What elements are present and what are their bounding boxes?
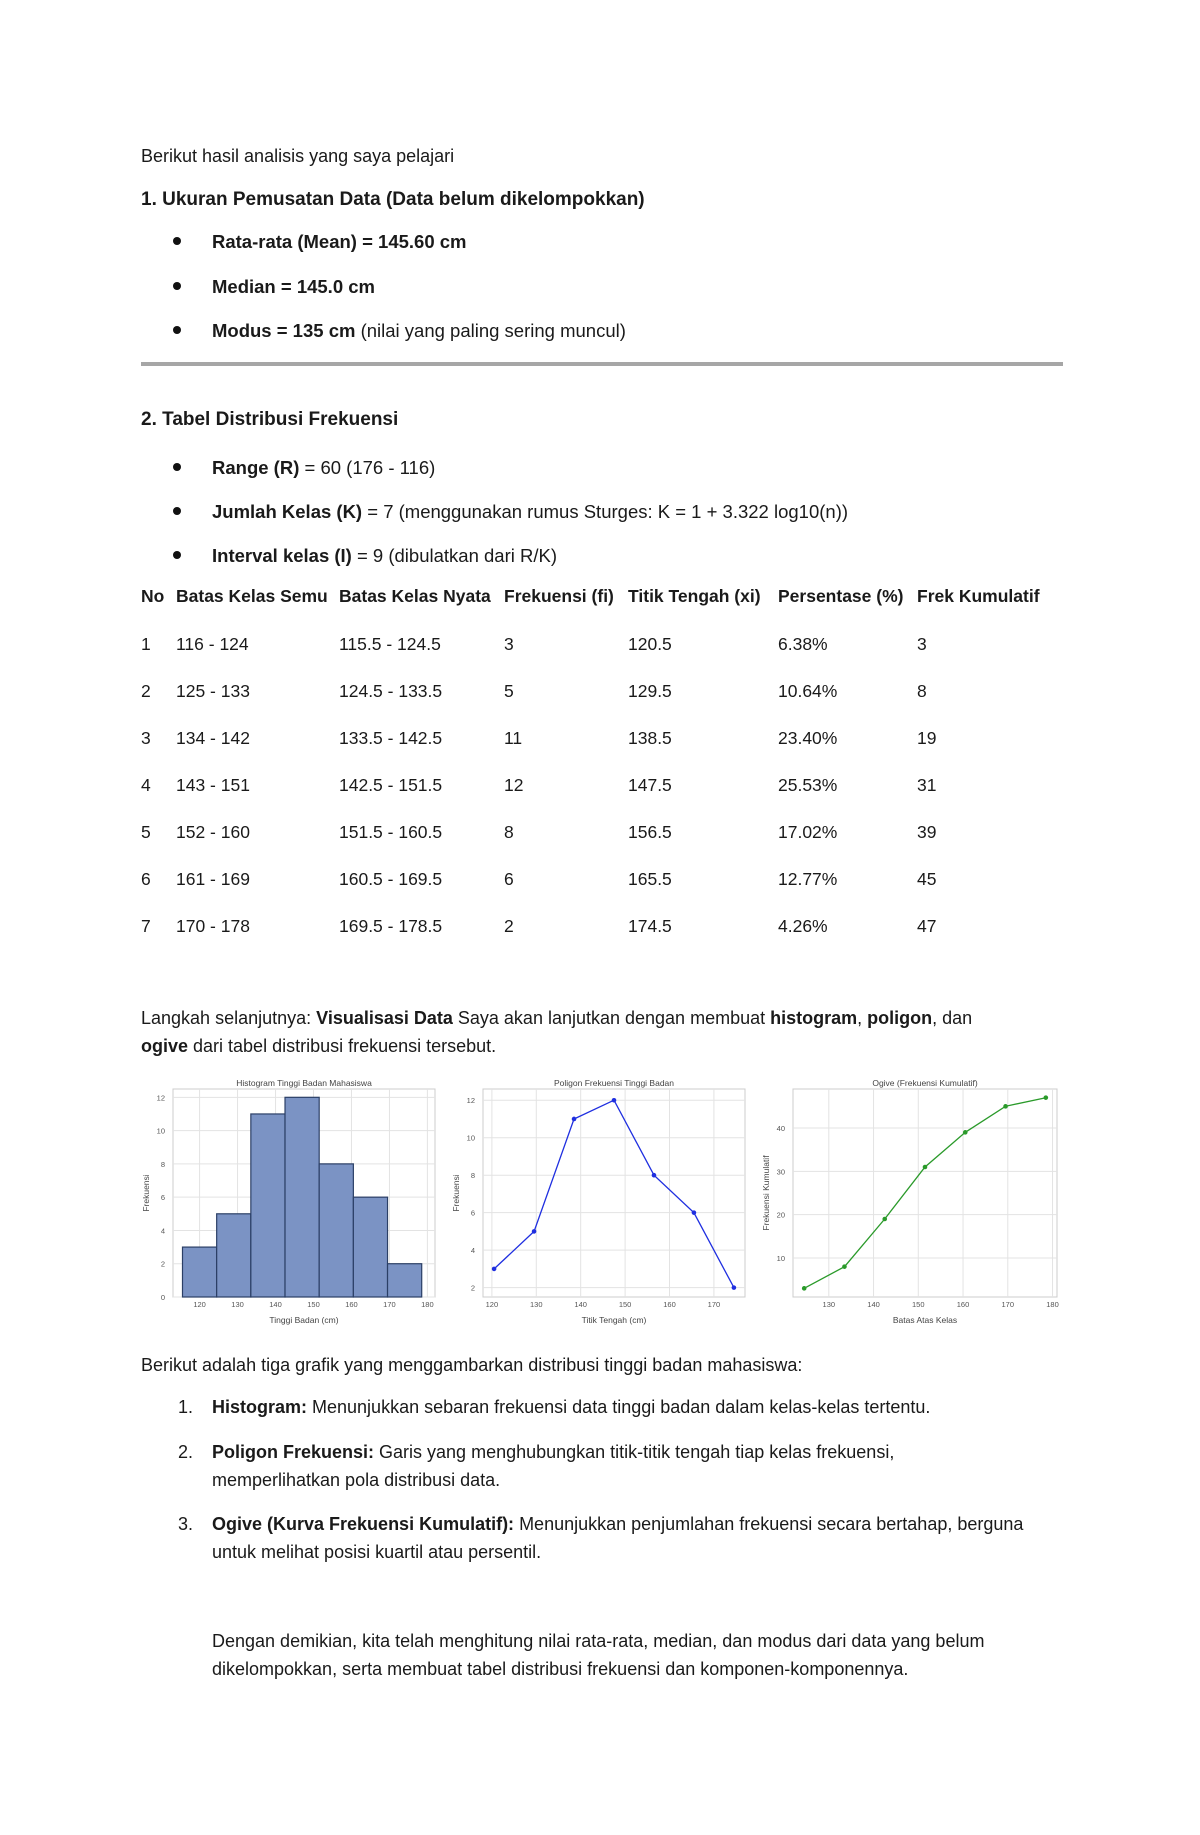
median-item <box>212 276 375 298</box>
x-tick-label: 180 <box>1046 1300 1059 1309</box>
cell: 12 <box>504 775 524 795</box>
data-point <box>1003 1104 1008 1109</box>
y-tick-label: 10 <box>156 1126 165 1136</box>
y-axis-label: Frekuensi Kumulatif <box>761 1155 771 1231</box>
y-tick-label: 6 <box>160 1193 165 1203</box>
mode-item <box>212 320 626 342</box>
y-axis-label: Frekuensi <box>451 1174 461 1212</box>
plot-frame <box>483 1089 745 1297</box>
header-persentase: Persentase (%) <box>778 586 904 606</box>
mode-rest: (nilai yang paling sering muncul) <box>355 320 626 341</box>
header-titik-tengah: Titik Tengah (xi) <box>628 586 761 606</box>
x-tick-label: 140 <box>574 1300 587 1309</box>
data-point <box>652 1173 657 1178</box>
horizontal-rule <box>141 362 1063 366</box>
cell: 3 <box>141 728 151 748</box>
next-step-bold-visualisasi: Visualisasi Data <box>316 1008 453 1028</box>
data-point <box>802 1286 807 1291</box>
x-tick-label: 140 <box>867 1300 880 1309</box>
cell: 25.53% <box>778 775 838 795</box>
cell: 170 - 178 <box>176 916 250 936</box>
cell: 165.5 <box>628 869 672 889</box>
cell: 47 <box>917 916 937 936</box>
chart-title: Histogram Tinggi Badan Mahasiswa <box>236 1078 372 1088</box>
data-point <box>842 1264 847 1269</box>
histogram-bar <box>182 1247 216 1297</box>
table-row <box>141 681 1055 728</box>
header-no: No <box>141 586 165 606</box>
y-tick-label: 12 <box>156 1093 165 1103</box>
next-step-comma: , <box>857 1008 868 1028</box>
y-tick-label: 8 <box>160 1159 165 1169</box>
cell: 7 <box>141 916 151 936</box>
y-tick-label: 8 <box>470 1171 475 1181</box>
cell: 2 <box>141 681 151 701</box>
cell: 160.5 - 169.5 <box>339 869 443 889</box>
histogram-bar <box>353 1197 387 1297</box>
cell: 17.02% <box>778 822 838 842</box>
x-tick-label: 160 <box>663 1300 676 1309</box>
data-point <box>612 1098 617 1103</box>
interval-rest: = 9 (dibulatkan dari R/K) <box>351 545 557 566</box>
x-tick-label: 170 <box>707 1300 721 1309</box>
cell: 151.5 - 160.5 <box>339 822 443 842</box>
next-step-dan: , dan <box>932 1008 973 1028</box>
cell: 39 <box>917 822 937 842</box>
cell: 1 <box>141 634 151 654</box>
cell: 6 <box>504 869 514 889</box>
item-number: 1. <box>178 1397 194 1417</box>
item-label: Poligon Frekuensi: <box>212 1442 375 1462</box>
table-row <box>141 822 1055 869</box>
histogram-chart <box>141 1078 435 1325</box>
cell: 134 - 142 <box>176 728 250 748</box>
x-axis-label: Titik Tengah (cm) <box>581 1315 647 1325</box>
range-label: Range (R) <box>212 457 300 478</box>
cell: 138.5 <box>628 728 672 748</box>
interval-label: Interval kelas (I) <box>212 545 352 566</box>
header-semu: Batas Kelas Semu <box>176 586 328 606</box>
y-tick-label: 4 <box>470 1246 475 1256</box>
y-tick-label: 2 <box>470 1283 475 1293</box>
range-rest: = 60 (176 - 116) <box>299 457 436 478</box>
y-tick-label: 40 <box>776 1124 785 1133</box>
cell: 116 - 124 <box>176 634 249 654</box>
cell: 174.5 <box>628 916 672 936</box>
x-tick-label: 140 <box>269 1300 282 1309</box>
cell: 115.5 - 124.5 <box>339 634 441 654</box>
bullet-icon <box>173 282 181 290</box>
histogram-bar <box>251 1114 285 1297</box>
table-header-row <box>141 586 1055 616</box>
next-step-mid: Saya akan lanjutkan dengan membuat <box>452 1008 771 1028</box>
mean-label: Rata-rata (Mean) = 145.60 cm <box>212 231 467 252</box>
histogram-bar <box>217 1214 251 1297</box>
charts-intro: Berikut adalah tiga grafik yang menggambarkan distribusi tinggi badan mahasiswa: <box>141 1355 803 1375</box>
intro-text: Berikut hasil analisis yang saya pelajari <box>141 146 455 166</box>
range-item <box>212 457 435 479</box>
next-step-bold-poligon: poligon <box>867 1008 933 1028</box>
chart-title: Poligon Frekuensi Tinggi Badan <box>553 1078 675 1088</box>
header-nyata: Batas Kelas Nyata <box>339 586 491 606</box>
data-point <box>692 1210 697 1215</box>
bullet-icon <box>173 326 181 334</box>
table-row <box>141 728 1055 775</box>
cell: 10.64% <box>778 681 838 701</box>
x-tick-label: 160 <box>345 1300 358 1309</box>
cell: 156.5 <box>628 822 672 842</box>
data-point <box>1044 1095 1049 1100</box>
cell: 19 <box>917 728 937 748</box>
polygon-chart <box>451 1078 745 1325</box>
class-count-label: Jumlah Kelas (K) <box>212 501 363 522</box>
item-text: Menunjukkan sebaran frekuensi data tinggi badan dalam kelas-kelas tertentu. <box>307 1397 931 1417</box>
y-tick-label: 20 <box>776 1210 785 1220</box>
ogive-chart <box>761 1078 1059 1325</box>
x-tick-label: 170 <box>383 1300 396 1309</box>
data-point <box>963 1130 968 1135</box>
cell: 3 <box>917 634 927 654</box>
histogram-bar <box>319 1164 353 1297</box>
y-axis-label: Frekuensi <box>141 1174 151 1212</box>
charts-figure <box>141 1077 1063 1325</box>
chart-description-item <box>178 1438 1058 1494</box>
cell: 45 <box>917 869 937 889</box>
item-number: 3. <box>178 1514 194 1534</box>
y-tick-label: 10 <box>776 1254 785 1263</box>
conclusion-paragraph: Dengan demikian, kita telah menghitung nilai rata-rata, median, dan modus dari data yang belum dikelompokkan, serta membuat tabel distribusi frekuensi dan komponen-komponennya. <box>212 1631 985 1679</box>
median-label: Median = 145.0 cm <box>212 276 375 297</box>
cell: 133.5 - 142.5 <box>339 728 443 748</box>
y-tick-label: 0 <box>160 1293 165 1302</box>
data-point <box>732 1285 737 1290</box>
mode-label: Modus = 135 cm <box>212 320 356 341</box>
cell: 6 <box>141 869 151 889</box>
next-step-tail: dari tabel distribusi frekuensi tersebut. <box>188 1036 497 1056</box>
histogram-bar <box>388 1264 422 1297</box>
x-tick-label: 150 <box>912 1300 925 1309</box>
cell: 31 <box>917 775 937 795</box>
data-point <box>882 1217 887 1222</box>
chart-description-item <box>178 1393 1058 1421</box>
next-step-bold-histogram: histogram <box>770 1008 858 1028</box>
y-tick-label: 12 <box>466 1096 475 1106</box>
cell: 142.5 - 151.5 <box>339 775 443 795</box>
section-1-heading: 1. Ukuran Pemusatan Data (Data belum dikelompokkan) <box>141 189 645 210</box>
y-tick-label: 6 <box>470 1208 475 1218</box>
cell: 147.5 <box>628 775 672 795</box>
next-step-paragraph <box>141 1004 1061 1060</box>
data-point <box>532 1229 537 1234</box>
cell: 125 - 133 <box>176 681 250 701</box>
chart-title: Ogive (Frekuensi Kumulatif) <box>872 1078 978 1088</box>
cell: 169.5 - 178.5 <box>339 916 443 936</box>
cell: 120.5 <box>628 634 672 654</box>
plot-frame <box>793 1089 1057 1297</box>
table-row <box>141 869 1055 916</box>
next-step-bold-ogive: ogive <box>141 1036 189 1056</box>
y-tick-label: 30 <box>776 1167 785 1177</box>
next-step-lead: Langkah selanjutnya: <box>141 1008 317 1028</box>
header-frekuensi: Frekuensi (fi) <box>504 586 614 606</box>
item-label: Ogive (Kurva Frekuensi Kumulatif): <box>212 1514 515 1534</box>
cell: 8 <box>917 681 927 701</box>
item-text: Menunjukkan penjumlahan frekuensi secara bertahap, berguna untuk melihat posisi kuartil atau persentil. <box>212 1514 1024 1562</box>
item-number: 2. <box>178 1442 194 1462</box>
data-point <box>492 1267 497 1272</box>
interval-item <box>212 545 557 567</box>
table-row <box>141 616 1055 681</box>
cell: 11 <box>504 728 523 748</box>
x-tick-label: 170 <box>1001 1300 1015 1309</box>
mean-item <box>212 231 467 253</box>
data-point <box>572 1117 577 1122</box>
x-tick-label: 130 <box>822 1300 836 1309</box>
cell: 4 <box>141 775 151 795</box>
y-tick-label: 2 <box>160 1259 165 1269</box>
histogram-bar <box>285 1097 319 1297</box>
x-tick-label: 130 <box>231 1300 244 1309</box>
table-row <box>141 916 1055 963</box>
cell: 161 - 169 <box>176 869 250 889</box>
bullet-icon <box>173 551 181 559</box>
y-tick-label: 10 <box>466 1133 475 1143</box>
item-text: Garis yang menghubungkan titik-titik tengah tiap kelas frekuensi, memperlihatkan pola distribusi data. <box>212 1442 895 1490</box>
cell: 152 - 160 <box>176 822 250 842</box>
x-tick-label: 150 <box>618 1300 632 1309</box>
cell: 23.40% <box>778 728 838 748</box>
x-axis-label: Batas Atas Kelas <box>892 1315 958 1325</box>
header-kumulatif: Frek Kumulatif <box>917 586 1040 606</box>
cell: 124.5 - 133.5 <box>339 681 443 701</box>
class-count-rest: = 7 (menggunakan rumus Sturges: K = 1 + 3.322 log10(n)) <box>362 501 849 522</box>
bullet-icon <box>173 237 181 245</box>
class-count-item <box>212 501 848 523</box>
section-2-heading: 2. Tabel Distribusi Frekuensi <box>141 409 399 430</box>
x-tick-label: 130 <box>530 1300 543 1309</box>
item-label: Histogram: <box>212 1397 308 1417</box>
x-tick-label: 150 <box>307 1300 320 1309</box>
x-axis-label: Tinggi Badan (cm) <box>269 1315 339 1325</box>
cell: 129.5 <box>628 681 672 701</box>
x-tick-label: 180 <box>421 1300 434 1309</box>
frequency-table <box>141 586 1055 963</box>
cell: 12.77% <box>778 869 838 889</box>
cell: 6.38% <box>778 634 828 654</box>
data-point <box>923 1165 928 1170</box>
x-tick-label: 120 <box>485 1300 499 1309</box>
chart-description-item <box>178 1510 1058 1566</box>
cell: 5 <box>141 822 151 842</box>
bullet-icon <box>173 507 181 515</box>
cell: 4.26% <box>778 916 828 936</box>
cell: 3 <box>504 634 514 654</box>
cell: 143 - 151 <box>176 775 250 795</box>
cell: 8 <box>504 822 514 842</box>
bullet-icon <box>173 463 181 471</box>
x-tick-label: 160 <box>956 1300 970 1309</box>
x-tick-label: 120 <box>193 1300 206 1309</box>
table-row <box>141 775 1055 822</box>
cell: 2 <box>504 916 514 936</box>
cell: 5 <box>504 681 514 701</box>
y-tick-label: 4 <box>160 1226 165 1236</box>
